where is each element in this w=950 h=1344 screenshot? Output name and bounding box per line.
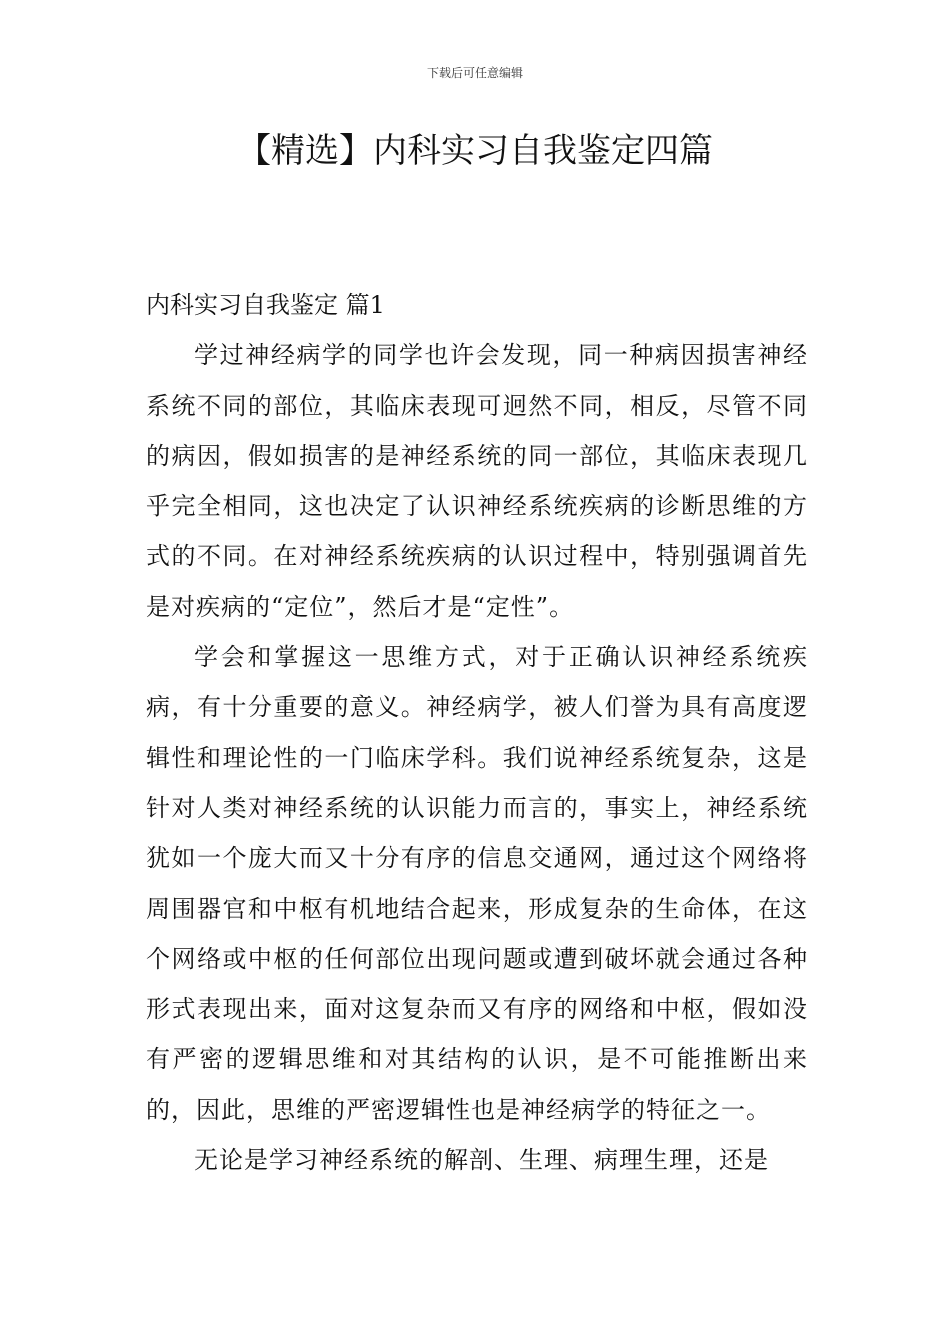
paragraph-1: 学过神经病学的同学也许会发现，同一种病因损害神经系统不同的部位，其临床表现可迥然不同，相反，尽管不同的病因，假如损害的是神经系统的同一部位，其临床表现几乎完全相同，这也决定了认识神经系统疾病的诊断思维的方式的不同。在对神经系统疾病的认识过程中，特别强调首先是对疾病的“定位”，然后才是“定性”。 bbox=[146, 341, 808, 621]
paragraph-3: 无论是学习神经系统的解剖、生理、病理生理，还是 bbox=[194, 1146, 769, 1175]
document-body bbox=[146, 280, 808, 1185]
section-heading: 内科实习自我鉴定 篇1 bbox=[146, 291, 385, 319]
header-note: 下载后可任意编辑 bbox=[426, 66, 523, 80]
paragraph-2: 学会和掌握这一思维方式，对于正确认识神经系统疾病，有十分重要的意义。神经病学，被人们誉为具有高度逻辑性和理论性的一门临床学科。我们说神经系统复杂，这是针对人类对神经系统的认识能力而言的，事实上，神经系统犹如一个庞大而又十分有序的信息交通网，通过这个网络将周围器官和中枢有机地结合起来，形成复杂的生命体，在这个网络或中枢的任何部位出现问题或遭到破坏就会通过各种形式表现出来，面对这复杂而又有序的网络和中枢，假如没有严密的逻辑思维和对其结构的认识，是不可能推断出来的，因此，思维的严密逻辑性也是神经病学的特征之一。 bbox=[146, 643, 808, 1124]
document-title: 【精选】内科实习自我鉴定四篇 bbox=[237, 131, 713, 171]
